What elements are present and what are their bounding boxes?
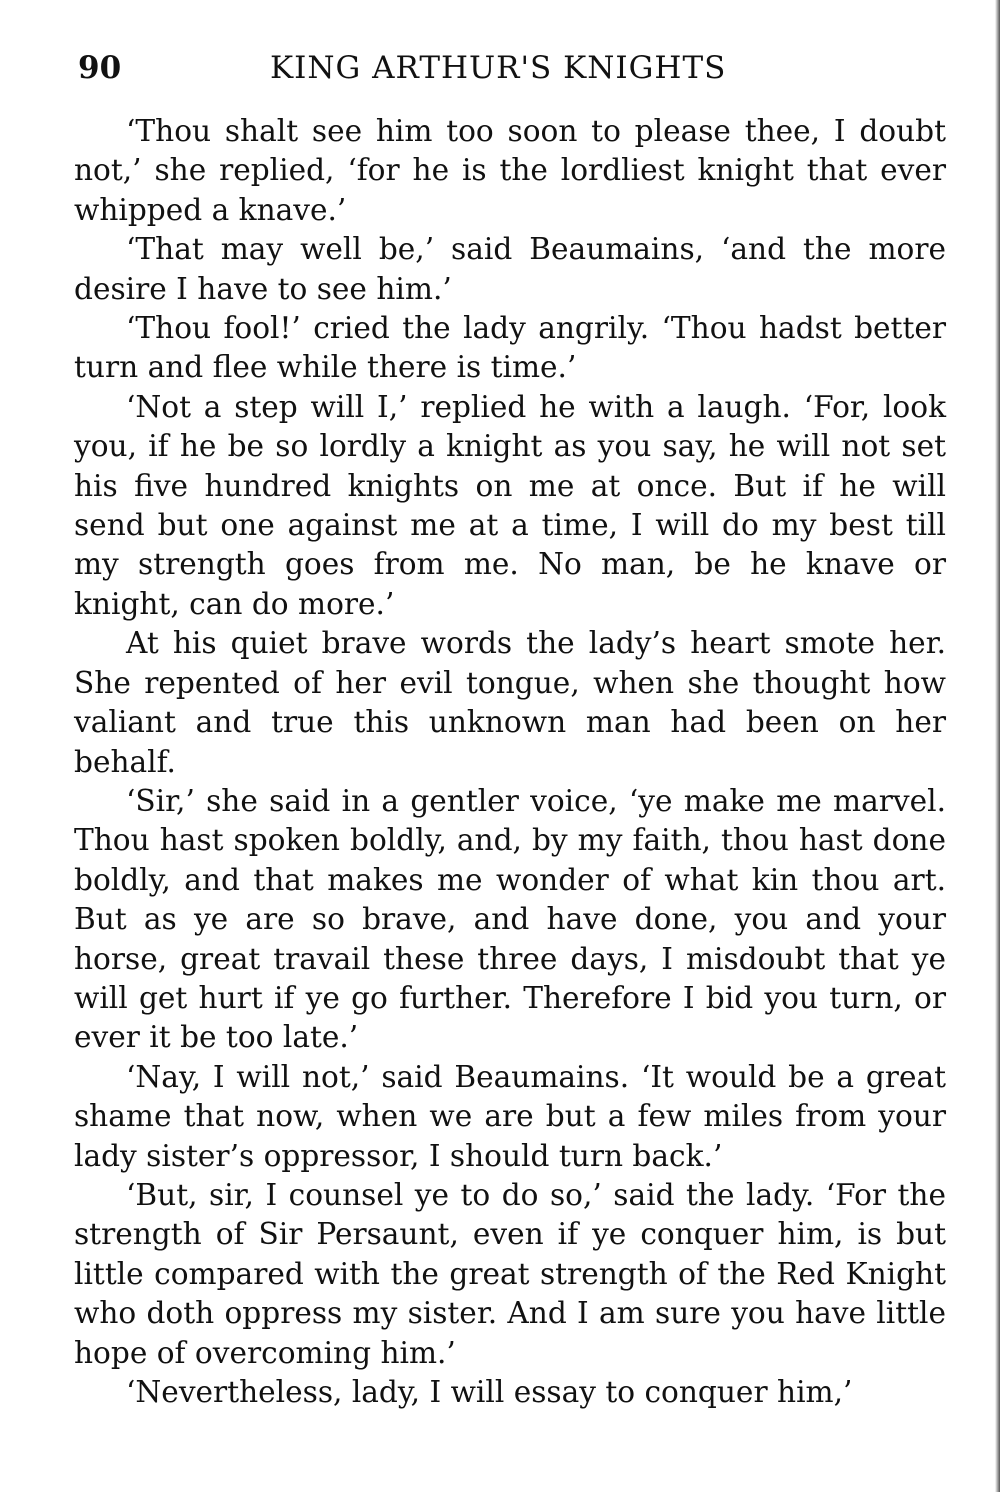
body-text [74,112,946,1412]
running-head [74,50,954,90]
paragraph: At his quiet brave words the lady’s heart smote her. She repented of her evil tongue, when she thought how valiant and true this unknown man had been on her behalf. [74,626,946,779]
paragraph: ‘But, sir, I counsel ye to do so,’ said the lady. ‘For the strength of Sir Persaunt, even if ye conquer him, is but little compared with the great strength of the Red Knight who doth oppress my sister. And I am sure you have little hope of overcoming him.’ [74,1177,946,1370]
paragraph: ‘Sir,’ she said in a gentler voice, ‘ye make me marvel. Thou hast spoken boldly, and, by my faith, thou hast done boldly, and that makes me wonder of what kin thou art. But as ye are so brave, and have done, you and your horse, great travail these three days, I misdoubt that ye will get hurt if ye go further. Therefore I bid you turn, or ever it be too late.’ [74,783,946,1055]
paragraph: ‘Thou shalt see him too soon to please thee, I doubt not,’ she replied, ‘for he is the lordliest knight that ever whipped a knave.’ [74,114,946,227]
book-title: KING ARTHUR'S KNIGHTS [270,50,727,86]
paragraph: ‘Thou fool!’ cried the lady angrily. ‘Thou hadst better turn and flee while there is time.’ [74,311,946,385]
paragraph: ‘Not a step will I,’ replied he with a laugh. ‘For, look you, if he be so lordly a knight as you say, he will not set his five hundred knights on me at once. But if he will send but one against me at a time, I will do my best till my strength goes from me. No man, be he knave or knight, can do more.’ [74,389,946,621]
page-number: 90 [78,50,122,86]
paragraph: ‘Nay, I will not,’ said Beaumains. ‘It would be a great shame that now, when we are but a few miles from your lady sister’s oppressor, I should turn back.’ [74,1059,946,1173]
paragraph: ‘Nevertheless, lady, I will essay to conquer him,’ [126,1375,853,1409]
paragraph: ‘That may well be,’ said Beaumains, ‘and the more desire I have to see him.’ [74,232,946,306]
page-edge-shadow [995,0,1000,1492]
